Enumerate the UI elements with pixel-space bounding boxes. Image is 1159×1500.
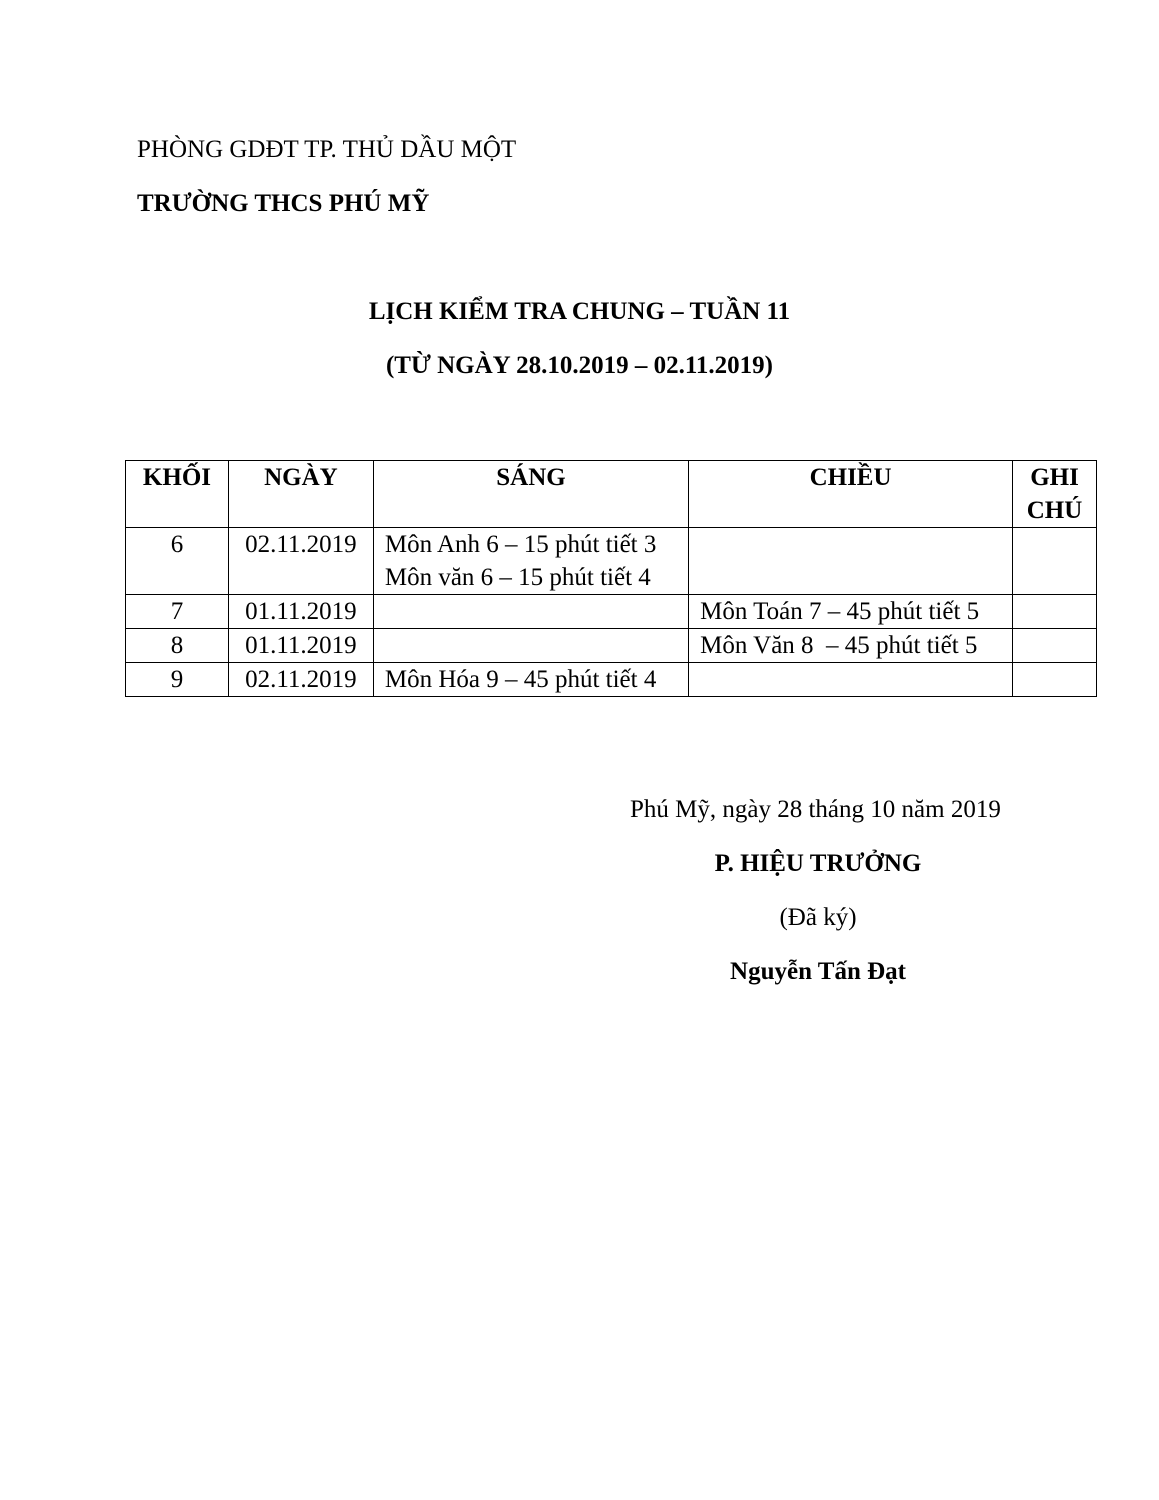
- exam-schedule-table: [125, 460, 1097, 697]
- table-row: [126, 595, 1097, 629]
- morning-cell: [373, 629, 688, 663]
- column-header-morning: SÁNG: [373, 461, 688, 528]
- date-cell: 01.11.2019: [228, 595, 373, 629]
- morning-exam: Môn Anh 6 – 15 phút tiết 3: [384, 531, 657, 558]
- afternoon-exam: Môn Toán 7 – 45 phút tiết 5: [700, 598, 980, 625]
- table-row: [126, 629, 1097, 663]
- date-cell: 02.11.2019: [228, 528, 373, 595]
- date-cell: 02.11.2019: [228, 663, 373, 697]
- column-header-date: NGÀY: [228, 461, 373, 528]
- place-and-date: Phú Mỹ, ngày 28 tháng 10 năm 2019: [630, 796, 1001, 823]
- morning-cell: [373, 528, 688, 595]
- morning-cell: [373, 663, 688, 697]
- afternoon-cell: [689, 595, 1013, 629]
- column-header-afternoon: CHIỀU: [689, 461, 1013, 528]
- grade-cell: 7: [126, 595, 229, 629]
- note-cell: [1013, 595, 1097, 629]
- grade-cell: 6: [126, 528, 229, 595]
- table-header-row: [126, 461, 1097, 528]
- signer-role: P. HIỆU TRƯỞNG: [714, 850, 922, 877]
- signed-status: (Đã ký): [779, 904, 857, 931]
- department-name: PHÒNG GDĐT TP. THỦ DẦU MỘT: [137, 136, 517, 163]
- morning-exam: Môn Hóa 9 – 45 phút tiết 4: [384, 666, 657, 693]
- note-cell: [1013, 528, 1097, 595]
- column-header-note: GHI CHÚ: [1013, 461, 1097, 528]
- morning-cell: [373, 595, 688, 629]
- school-name: TRƯỜNG THCS PHÚ MỸ: [137, 190, 430, 217]
- afternoon-exam: Môn Văn 8 – 45 phút tiết 5: [700, 632, 978, 659]
- grade-cell: 8: [126, 629, 229, 663]
- table-row: [126, 528, 1097, 595]
- afternoon-cell: [689, 629, 1013, 663]
- date-cell: 01.11.2019: [228, 629, 373, 663]
- note-cell: [1013, 663, 1097, 697]
- afternoon-cell: [689, 663, 1013, 697]
- grade-cell: 9: [126, 663, 229, 697]
- signer-name: Nguyễn Tấn Đạt: [730, 958, 906, 985]
- morning-exam: Môn văn 6 – 15 phút tiết 4: [384, 564, 651, 591]
- afternoon-cell: [689, 528, 1013, 595]
- column-header-grade: KHỐI: [126, 461, 229, 528]
- document-title: LỊCH KIỂM TRA CHUNG – TUẦN 11: [368, 298, 791, 325]
- table-row: [126, 663, 1097, 697]
- note-cell: [1013, 629, 1097, 663]
- document-subtitle: (TỪ NGÀY 28.10.2019 – 02.11.2019): [385, 352, 774, 379]
